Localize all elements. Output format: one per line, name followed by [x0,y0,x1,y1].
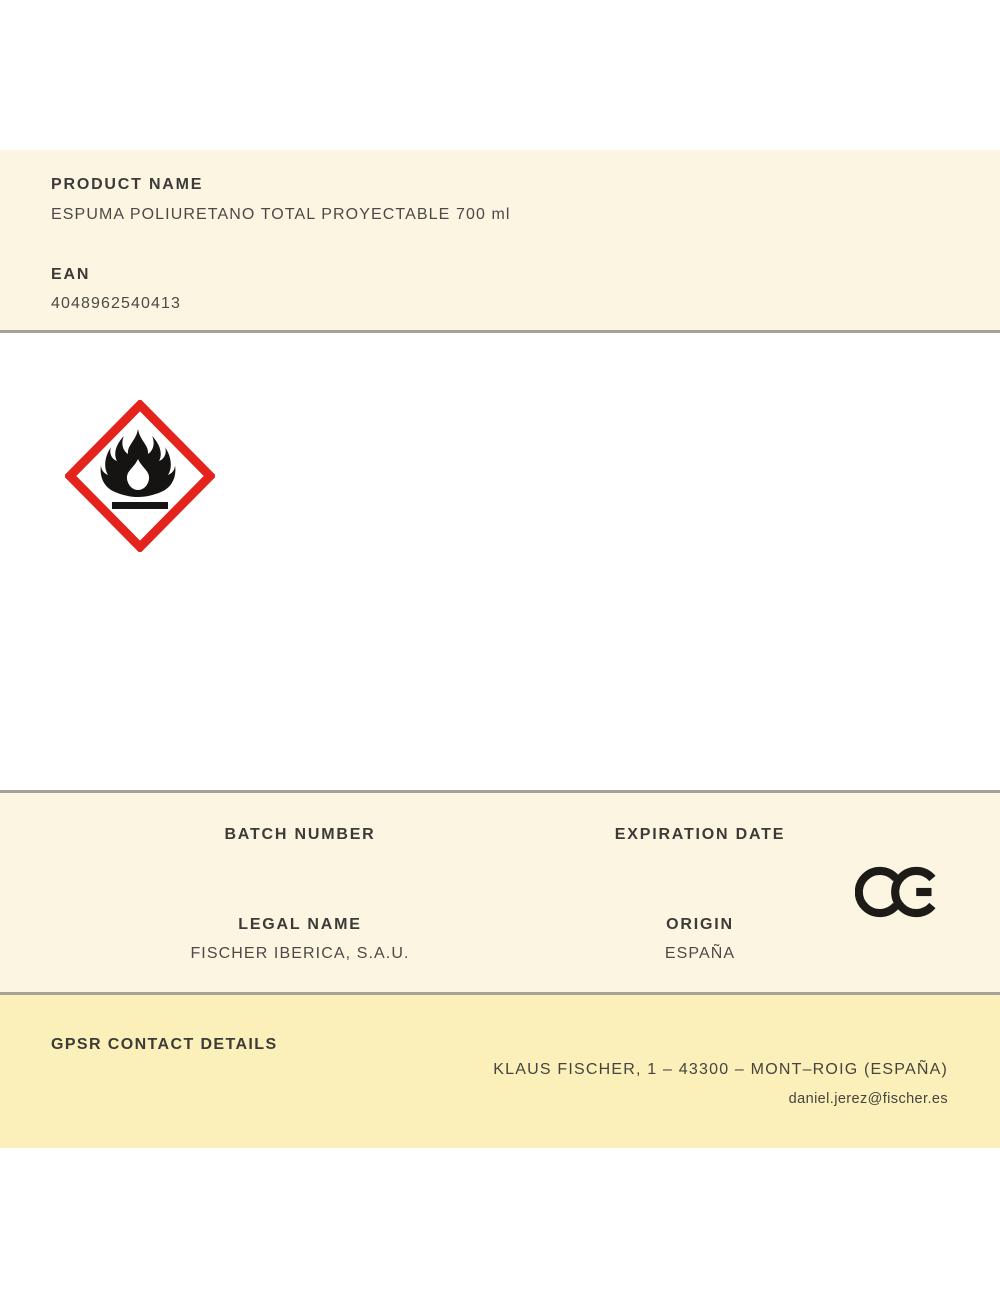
ghs-flammable-icon [65,400,215,552]
gpsr-contact-panel [0,992,1000,1148]
gpsr-contact-email: daniel.jerez@fischer.es [788,1091,948,1107]
gpsr-contact-title: GPSR CONTACT DETAILS [51,1036,278,1053]
batch-number-label: BATCH NUMBER [224,826,376,843]
product-panel [0,150,1000,333]
origin-label: ORIGIN [666,916,734,933]
origin-value: ESPAÑA [664,945,736,962]
legal-name-value: FISCHER IBERICA, S.A.U. [190,945,410,962]
ce-marking-icon [855,863,943,921]
expiration-date-label: EXPIRATION DATE [614,826,786,843]
product-name-label: PRODUCT NAME [51,176,204,193]
gpsr-contact-address: KLAUS FISCHER, 1 – 43300 – MONT–ROIG (ESPAÑA) [493,1061,948,1078]
ean-value: 4048962540413 [51,295,181,312]
ean-label: EAN [51,266,91,283]
legal-name-label: LEGAL NAME [238,916,362,933]
details-panel [0,790,1000,992]
product-name-value: ESPUMA POLIURETANO TOTAL PROYECTABLE 700 ml [51,206,511,223]
